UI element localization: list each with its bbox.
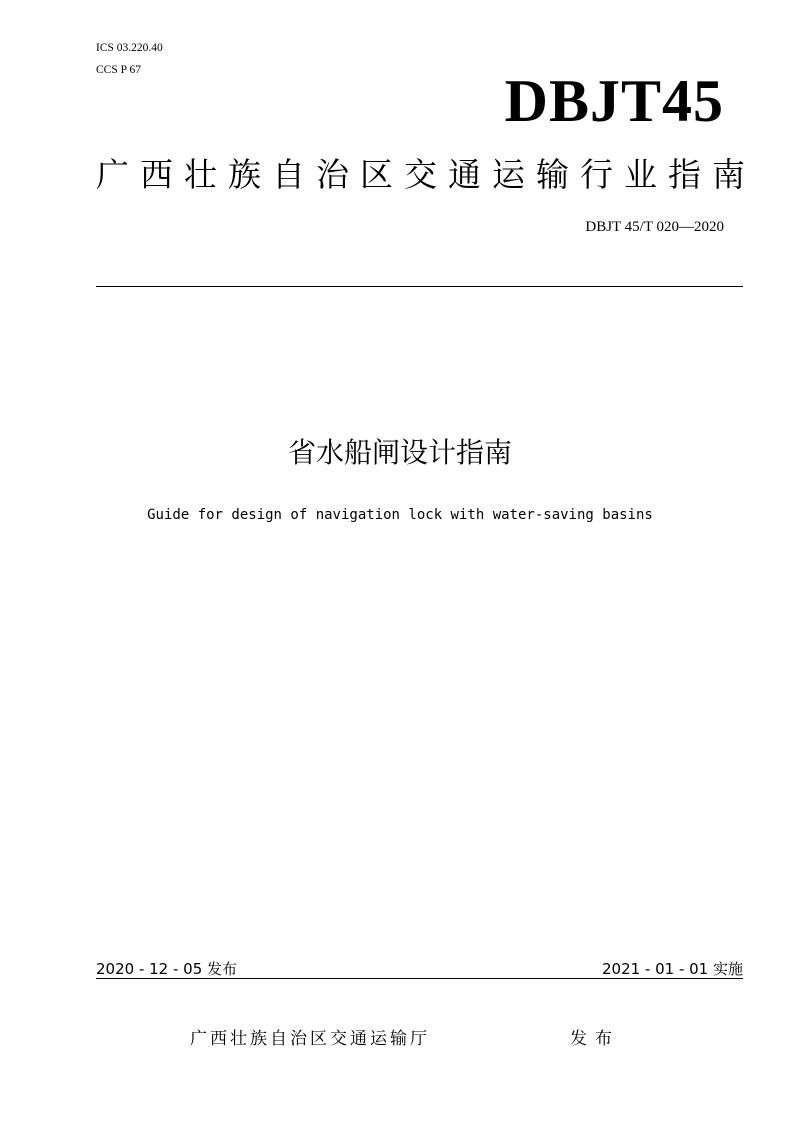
ics-code: ICS 03.220.40 [96, 42, 163, 54]
issue-date: 2020 - 12 - 05 发布 [96, 960, 238, 978]
document-title: 省水船闸设计指南 [287, 436, 512, 469]
implementation-date: 2021 - 01 - 01 实施 [601, 960, 743, 978]
issuing-authority: 广西壮族自治区交通运输厅 [190, 1029, 430, 1049]
date-divider [96, 978, 743, 979]
ccs-code: CCS P 67 [96, 64, 141, 76]
header-divider [96, 286, 743, 287]
document-title-english: Guide for design of navigation lock with water-saving basins [147, 507, 653, 523]
standard-number: DBJT 45/T 020—2020 [585, 219, 724, 235]
issue-action: 发布 [570, 1029, 620, 1049]
standard-code-logo: DBJT45 [504, 68, 724, 134]
guide-category-title: 广西壮族自治区交通运输行业指南 [96, 155, 756, 194]
